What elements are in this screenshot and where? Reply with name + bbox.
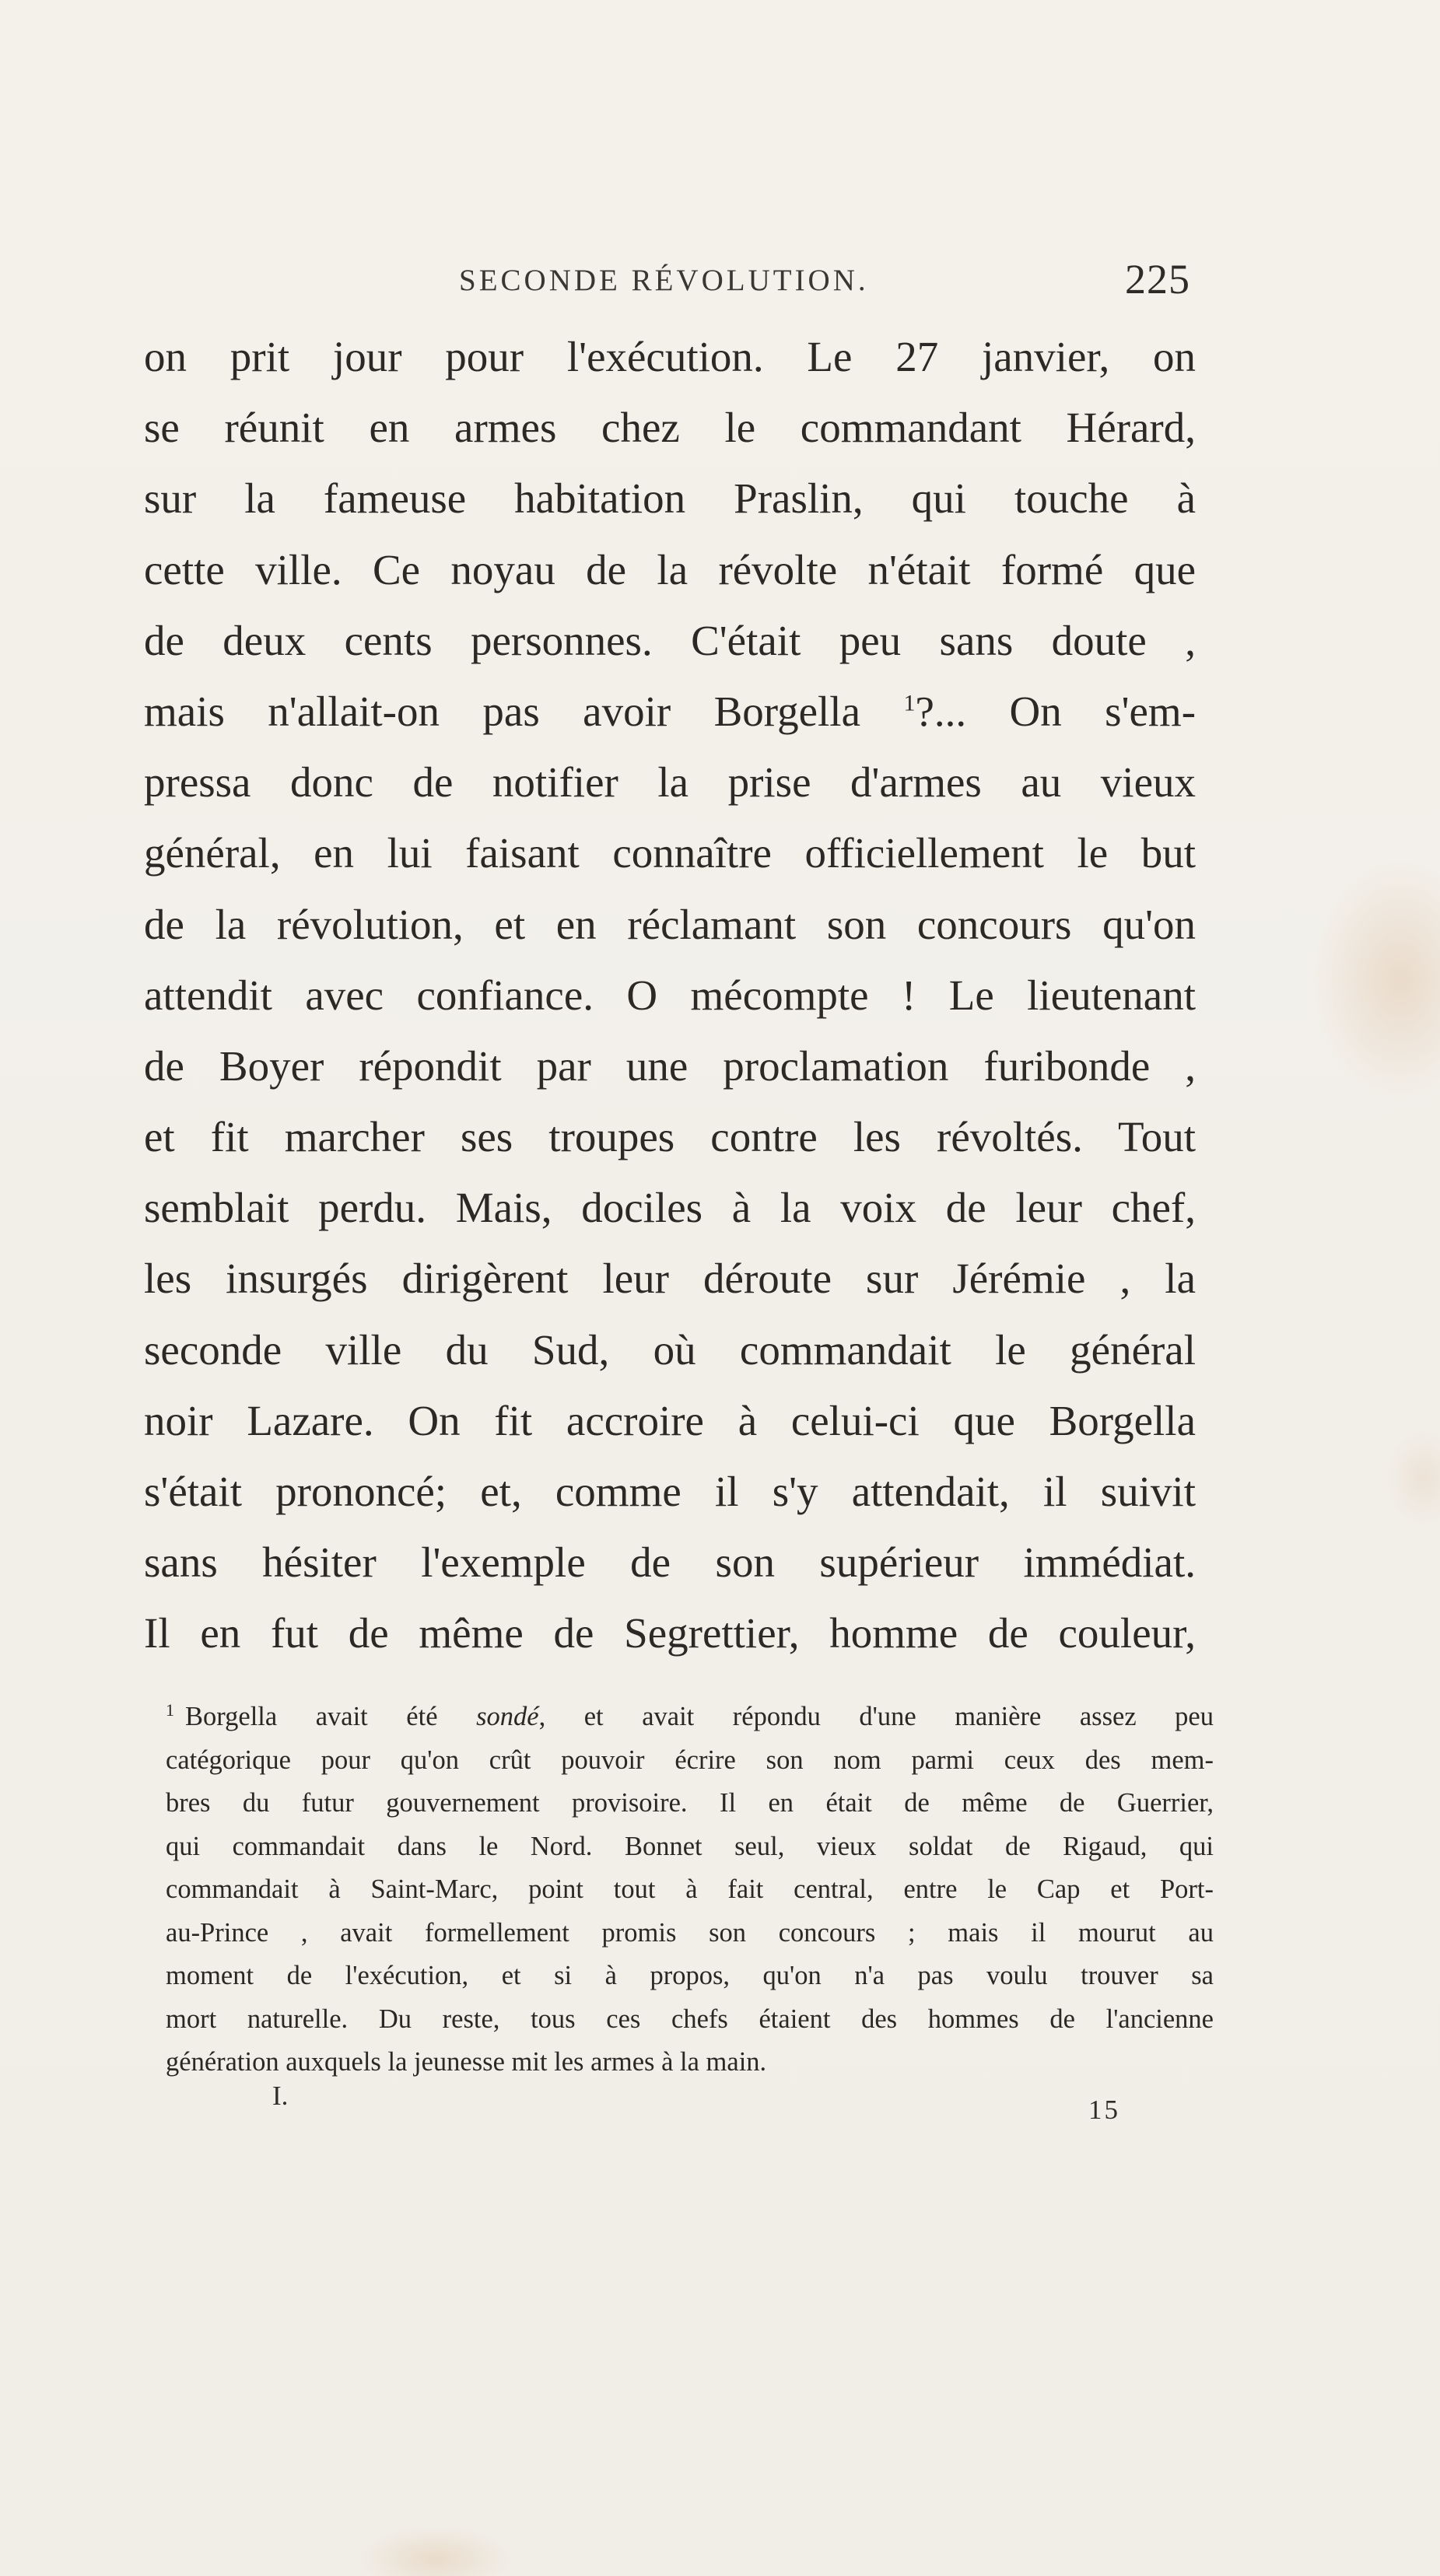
body-line [144,676,1196,747]
footnote-emphasis: sondé [476,1702,539,1731]
body-line-part: mais n'allait-on pas avoir Borgella [144,687,860,735]
body-line: noir Lazare. On fit accroire à celui-ci que Borgella [144,1396,1196,1444]
body-line-part: ?... On s'em- [915,687,1196,735]
volume-mark: I. [272,2081,289,2111]
footnote-line-part: , et avait répondu d'une manière assez peu [538,1702,1214,1731]
signature-number: 15 [1088,2095,1120,2125]
footnote-line-part: Borgella avait été [185,1702,438,1731]
footnote [166,1696,1214,2084]
body-line: attendit avec confiance. O mécompte ! Le lieutenant [144,971,1196,1019]
body-line: Il en fut de même de Segrettier, homme de couleur, [144,1609,1196,1657]
body-line: de Boyer répondit par une proclamation furibonde , [144,1041,1196,1090]
body-text [144,321,1196,1669]
footnote-line: catégorique pour qu'on crût pouvoir écrire son nom parmi ceux des mem- [166,1745,1214,1775]
body-line: s'était prononcé; et, comme il s'y attendait, il suivit [144,1468,1196,1515]
body-line: pressa donc de notifier la prise d'armes au vieux [144,758,1196,807]
running-header [148,255,1190,317]
body-line: général, en lui faisant connaître officiellement le but [144,829,1196,877]
footnote-marker: 1 [166,1699,174,1720]
body-line: seconde ville du Sud, où commandait le général [144,1325,1196,1374]
body-line: sur la fameuse habitation Praslin, qui touche à [144,474,1196,523]
page-footer [272,2081,1120,2127]
body-line: cette ville. Ce noyau de la révolte n'était formé que [144,545,1196,593]
body-line: se réunit en armes chez le commandant Hérard, [144,404,1196,452]
body-line: et fit marcher ses troupes contre les révoltés. Tout [144,1113,1196,1161]
body-line: semblait perdu. Mais, dociles à la voix de leur chef, [144,1184,1196,1232]
body-line: les insurgés dirigèrent leur déroute sur Jérémie , la [144,1255,1196,1303]
body-line: de deux cents personnes. C'était peu sans doute , [144,616,1196,664]
body-line: on prit jour pour l'exécution. Le 27 janvier, on [144,333,1196,380]
footnote-line: mort naturelle. Du reste, tous ces chefs étaient des hommes de l'ancienne [166,2004,1214,2034]
footnote-line: bres du futur gouvernement provisoire. Il en était de même de Guerrier, [166,1788,1214,1818]
body-line: sans hésiter l'exemple de son supérieur immédiat. [144,1538,1196,1587]
page-number: 225 [1125,256,1190,303]
footnote-reference: 1 [903,690,916,716]
body-line: de la révolution, et en réclamant son concours qu'on [144,900,1196,948]
footnote-line: commandait à Saint-Marc, point tout à fait central, entre le Cap et Port- [166,1874,1214,1904]
footnote-line: qui commandait dans le Nord. Bonnet seul, vieux soldat de Rigaud, qui [166,1831,1214,1861]
running-title: SECONDE RÉVOLUTION. [459,264,869,297]
footnote-line: moment de l'exécution, et si à propos, qu'on n'a pas voulu trouver sa [166,1961,1214,1990]
footnote-line: génération auxquels la jeunesse mit les armes à la main. [166,2047,767,2077]
footnote-line: au-Prince , avait formellement promis son concours ; mais il mourut au [166,1917,1214,1948]
footnote-line [166,1696,1214,1739]
